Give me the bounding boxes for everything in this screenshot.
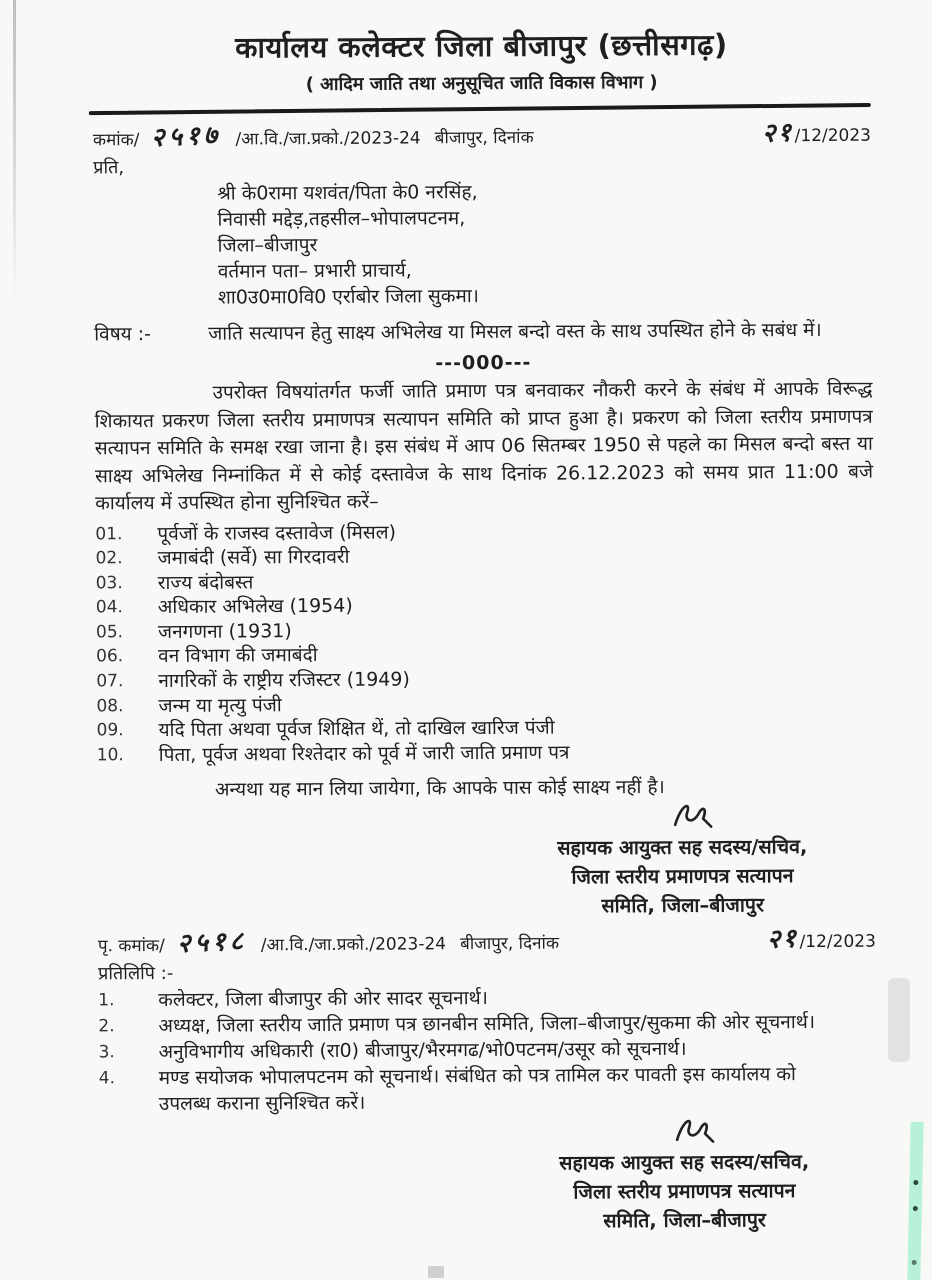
addressee-block [217,177,872,311]
endorsement-day-handwritten: २१ [765,924,799,956]
subject-row [94,317,872,349]
copy-item [98,1009,876,1040]
list-item-text: जमाबंदी (सर्वे) सा गिरदावरी [157,545,350,570]
copy-to-label: प्रतिलिपि :- [98,963,174,985]
scan-green-strip-artifact [907,1122,923,1280]
list-item-number: 08. [96,695,124,717]
endorsement-label: पृ. कमांक/ [97,936,165,957]
endorsement-date [766,919,876,956]
endorsement-code: /आ.वि./जा.प्रको./2023-24 [260,934,447,956]
section-separator: ---000--- [435,351,532,375]
document-list [95,517,874,768]
ref-label: कमांक/ [92,130,140,151]
copy-item-text: अनुविभागीय अधिकारी (रा0) बीजापुर/भैरमगढ/भो0पटनम/उसूर को सूचनार्थ। [158,1038,687,1064]
addressee-line: निवासी मद्देड़,तहसील–भोपालपटनम, [217,207,466,231]
list-item-text: पूर्वजों के राजस्व दस्तावेज (मिसल) [157,521,397,545]
list-item-text: राज्य बंदोबस्त [157,571,254,594]
list-item-number: 02. [95,548,123,569]
signature-line: समिति, जिला–बीजापुर [601,893,765,918]
signature-line: सहायक आयुक्त सह सदस्य/सचिव, [557,835,808,860]
endorsement-number-handwritten: २५१८ [176,926,248,960]
addressee-line: जिला–बीजापुर [217,234,318,257]
list-item-number: 04. [95,597,123,618]
ref-code: /आ.वि./जा.प्रको./2023-24 [235,128,421,150]
ref-number-handwritten: २५१७ [150,120,223,154]
scan-bottom-mark-artifact [428,1266,444,1278]
signature-line: जिला स्तरीय प्रमाणपत्र सत्यापन [571,864,794,889]
copy-item-text: अध्यक्ष, जिला स्तरीय जाति प्रमाण पत्र छानबीन समिति, जिला–बीजापुर/सुकमा की ओर सूचनार्थ। [158,1011,816,1038]
copy-item-number: 1. [98,990,115,1011]
list-item-text: अधिकार अभिलेख (1954) [157,595,353,619]
letter-content [92,24,877,1239]
ref-place-date-label: बीजापुर, दिनांक [434,127,534,149]
signature-line: सहायक आयुक्त सह सदस्य/सचिव, [559,1150,810,1175]
ref-day-handwritten: २१ [761,117,794,149]
subject-label: विषय :- [94,323,152,346]
ref-date-rest: /12/2023 [794,125,872,147]
signature-icon [667,799,719,833]
ref-date [761,113,871,150]
salutation: प्रति, [93,157,125,179]
list-item-text: वन विभाग की जमाबंदी [158,644,318,668]
reference-number-line [93,113,871,154]
copy-item [99,1061,877,1118]
list-item-number: 09. [96,720,124,741]
list-item-number: 05. [95,622,124,643]
signature-line: जिला स्तरीय प्रमाणपत्र सत्यापन [573,1179,796,1204]
list-item-number: 06. [96,646,124,667]
endorsement-date-rest: /12/2023 [799,932,876,953]
addressee-line: शा0उ0मा0वि0 एर्राबोर जिला सुकमा। [217,285,480,309]
list-item-text: यदि पिता अथवा पूर्वज शिक्षित थें, तो दाखिल खारिज पंजी [158,716,555,742]
signature-mark [517,798,847,834]
list-item-text: पिता, पूर्वज अथवा रिश्तेदार को पूर्व में जारी जाति प्रमाण पत्र [158,741,570,766]
copy-item-number: 4. [98,1068,116,1089]
scan-smudge-artifact [888,978,910,1062]
signature-icon [669,1114,721,1148]
copy-item-text: कलेक्टर, जिला बीजापुर की ओर सादर सूचनार्थ। [158,987,489,1012]
list-item-number: 03. [95,572,123,594]
body-paragraph: उपरोक्त विषयांतर्गत फर्जी जाति प्रमाण पत्र बनवाकर नौकरी करने के संबंध में आपके विरूद्ध शिकायत प्रकरण जिला स्तरीय प्रमाणपत्र सत्यापन समिति को प्राप्त हुआ है। प्रकरण को जिला स्तरीय प्रमाणपत्र सत्यापन समिति के समक्ष रखा जाना है। इस संबंध में आप 06 सितम्बर 1950 से पहले का मिसल बन्दो बस्त या साक्ष्य अभिलेख निम्नांकित में से कोई दस्तावेज के साथ दिनांक 26.12.2023 को समय प्रात 11:00 बजे कार्यालय में उपस्थित होना सुनिश्चित करें– [94,377,874,515]
endorsement-number-line [98,919,876,960]
office-title: कार्यालय कलेक्टर जिला बीजापुर (छत्तीसगढ़) [235,27,728,65]
list-item-number: 01. [95,523,123,544]
list-item-text: जन्म या मृत्यु पंजी [158,693,282,717]
signature-block [517,798,848,921]
department-subtitle: ( आदिम जाति तथा अनुसूचित जाति विकास विभाग ) [305,71,658,96]
list-item [97,738,875,767]
endorsement-place-date-label: बीजापुर, दिनांक [460,933,560,955]
signature-mark [519,1113,849,1149]
addressee-line: वर्तमान पता– प्रभारी प्राचार्य, [217,259,412,283]
signature-block-endorsement [519,1113,850,1236]
closing-note: अन्यथा यह मान लिया जायेगा, कि आपके पास कोई साक्ष्य नहीं है। [214,776,665,802]
list-item-text: नागरिकों के राष्ट्रीय रजिस्टर (1949) [158,668,410,693]
subject-text: जाति सत्यापन हेतु साक्ष्य अभिलेख या मिसल बन्दो वस्त के साथ उपस्थित होने के सबंध में। [208,318,822,345]
copy-to-list [98,983,877,1118]
copy-item-number: 2. [98,1016,115,1037]
addressee-line: श्री के0रामा यशवंत/पिता के0 नरसिंह, [217,181,478,205]
list-item-text: जनगणना (1931) [157,620,292,643]
signature-line: समिति, जिला–बीजापुर [603,1208,766,1233]
copy-item-text: मण्ड सयोजक भोपालपटनम को सूचनार्थ। संबंधित को पत्र तामिल कर पावती इस कार्यालय को उपलब्ध कराना सुनिश्चित करें। [158,1063,796,1116]
copy-item-number: 3. [98,1042,115,1063]
list-item-number: 10. [96,745,124,766]
scan-edge-artifact [13,0,16,300]
list-item-number: 07. [96,671,124,692]
